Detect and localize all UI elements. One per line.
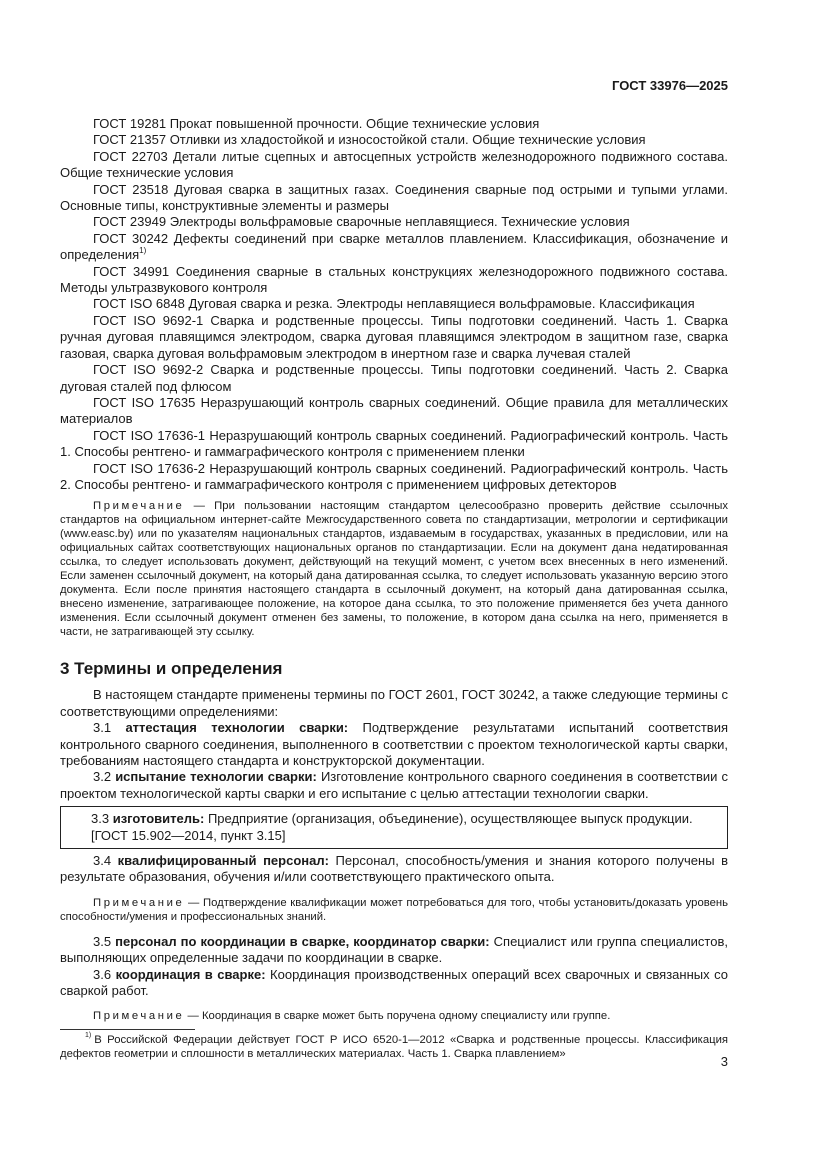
note-text: При пользовании настоящим стандартом целесообразно проверить действие ссылочных стандартов на официальном интернет-сайте Межгосударственного совета по стандартизации, метрологии и сертификации (www.easc.by) или по указателям национальных стандартов, издаваемым в государствах, указанных в предисловии, или на официальных сайтах соответствующих национальных органов по стандартизации. Если на документ дана недатированная ссылка, то следует использовать документ, действующий на текущий момент, с учетом всех внесенных в него изменений. Если заменен ссылочный документ, на который дана датированная ссылка, то следует использовать указанную версию этого документа. Если после принятия настоящего стандарта в ссылочный документ, на который дана датированная ссылка, внесено изменение, затрагивающее положение, на которое дана ссылка, то это положение применяется без учета данного изменения. Если ссылочный документ отменен без замены, то положение, в котором дана ссылка на него, применяется в части, не затрагивающей эту ссылку. <box>60 500 728 639</box>
note-label: Примечание <box>93 1010 185 1023</box>
ref-item: ГОСТ 34991 Соединения сварные в стальных конструкциях железнодорожного подвижного состава. Методы ультразвукового контроля <box>60 263 728 296</box>
page-number: 3 <box>720 1054 728 1069</box>
section-title: 3 Термины и определения <box>60 659 283 679</box>
ref-item: ГОСТ 23518 Дуговая сварка в защитных газах. Соединения сварные под острыми и тупыми углами. Основные типы, конструктивные элементы и размеры <box>60 181 728 214</box>
term-3-2 <box>60 769 728 802</box>
note-label: Примечание <box>93 896 185 909</box>
term-definition: Персонал, способность/умения и знания которого получены в результате образования, обучения и/или соответствующего практического опыта. <box>60 853 729 885</box>
note-coordination: Примечание — Координация в сварке может быть поручена одному специалисту или группе. <box>93 1010 611 1023</box>
note-text: Подтверждение квалификации может потребоваться для того, чтобы установить/доказать уровень способности/умения и профессиональных знаний. <box>60 896 729 923</box>
ref-item: ГОСТ ISO 17636-2 Неразрушающий контроль сварных соединений. Радиографический контроль. Часть 2. Способы рентгено- и гаммаграфического контроля с применением цифровых детекторов <box>60 460 728 492</box>
footnote-text: В Российской Федерации действует ГОСТ Р ИСО 6520-1—2012 «Сварка и родственные процессы. Классификация дефектов геометрии и сплошности в металлических материалах. Часть 1. Сварка плавлением» <box>60 1034 728 1061</box>
term-number: 3.6 <box>93 966 112 982</box>
document-header: ГОСТ 33976—2025 <box>612 78 728 93</box>
note-label: Примечание <box>93 500 185 513</box>
term-source: [ГОСТ 15.902—2014, пункт 3.15] <box>91 827 286 843</box>
term-3-1 <box>60 720 728 769</box>
footnote-mark: 1) <box>85 1032 92 1040</box>
ref-item: ГОСТ 21357 Отливки из хладостойкой и износостойкой стали. Общие технические условия <box>93 132 646 148</box>
footnote <box>60 1033 728 1061</box>
ref-item: ГОСТ ISO 17635 Неразрушающий контроль сварных соединений. Общие правила для металлических материалов <box>60 394 728 427</box>
term-name: квалифицированный персонал: <box>117 853 329 868</box>
term-name: персонал по координации в сварке, координатор сварки: <box>115 933 490 949</box>
term-definition: Специалист или группа специалистов, выполняющих определенные задачи по координации в сварке. <box>60 933 728 966</box>
term-3-3 <box>91 811 727 827</box>
term-3-4 <box>60 853 728 886</box>
term-definition: Подтверждение результатами испытаний соответствия контрольного сварного соединения, выполненного в соответствии с проектом технологической карты сварки, требованиям настоящего стандарта и конструкторской документации. <box>60 720 729 768</box>
term-number: 3.3 <box>91 811 110 827</box>
normative-references <box>60 116 728 493</box>
ref-item <box>60 231 728 264</box>
note-qualification: Примечание — Подтверждение квалификации может потребоваться для того, чтобы установить/доказать уровень способности/умения и профессиональных знаний. <box>60 896 729 923</box>
term-number: 3.2 <box>93 769 112 785</box>
term-name: аттестация технологии сварки: <box>125 720 349 736</box>
ref-item: ГОСТ 19281 Прокат повышенной прочности. Общие технические условия <box>93 116 540 131</box>
ref-item: ГОСТ 23949 Электроды вольфрамовые сварочные неплавящиеся. Технические условия <box>93 214 630 230</box>
section-intro: В настоящем стандарте применены термины по ГОСТ 2601, ГОСТ 30242, а также следующие термины с соответствующими определениями: <box>60 687 728 719</box>
footnote-divider <box>60 1029 195 1030</box>
term-name: координация в сварке: <box>115 966 266 982</box>
note-text: Координация в сварке может быть поручена одному специалисту или группе. <box>201 1010 611 1023</box>
note-references: Примечание — При пользовании настоящим стандартом целесообразно проверить действие ссылочных стандартов на официальном интернет-сайте Межгосударственного совета по стандартизации, метрологии и сертификации (www.easc.by) или по указателям национальных стандартов, издаваемым в государствах, указанных в предисловии, или на официальных сайтах соответствующих национальных органов по стандартизации. Если на документ дана недатированная ссылка, то следует использовать документ, действующий на текущий момент, с учетом всех внесенных в него изменений. Если заменен ссылочный документ, на который дана датированная ссылка, то следует использовать указанную версию этого документа. Если после принятия настоящего стандарта в ссылочный документ, на который дана датированная ссылка, внесено изменение, затрагивающее положение, на которое дана ссылка, то это положение применяется без учета данного изменения. Если ссылочный документ отменен без замены, то положение, в котором дана ссылка на него, применяется в части, не затрагивающей эту ссылку. <box>60 500 728 639</box>
term-definition: Координация производственных операций всех сварочных и связанных со сваркой работ. <box>60 966 728 999</box>
term-3-6 <box>60 967 728 1000</box>
term-definition: Изготовление контрольного сварного соединения в соответствии с проектом технологической карты сварки и его испытание с целью аттестации технологии сварки. <box>60 769 728 801</box>
ref-item: ГОСТ ISO 17636-1 Неразрушающий контроль сварных соединений. Радиографический контроль. Часть 1. Способы рентгено- и гаммаграфического контроля с применением пленки <box>60 427 728 460</box>
term-3-5 <box>60 934 728 967</box>
term-number: 3.4 <box>93 853 112 868</box>
ref-item: ГОСТ 22703 Детали литые сцепных и автосцепных устройств железнодорожного подвижного состава. Общие технические условия <box>60 148 728 181</box>
term-name: испытание технологии сварки: <box>115 769 317 785</box>
ref-item: ГОСТ ISO 9692-2 Сварка и родственные процессы. Типы подготовки соединений. Часть 2. Сварка дуговая сталей под флюсом <box>60 362 728 394</box>
ref-item: ГОСТ ISO 9692-1 Сварка и родственные процессы. Типы подготовки соединений. Часть 1. Сварка ручная дуговая плавящимся электродом, сварка дуговая плавящимся электродом в защитном газе, сварка газовая, сварка дуговая вольфрамовым электродом в инертном газе и сварка лучевая сталей <box>60 312 728 361</box>
term-number: 3.1 <box>93 720 112 736</box>
term-name: изготовитель: <box>112 811 205 827</box>
term-3-3-box <box>60 806 728 849</box>
ref-text: ГОСТ 30242 Дефекты соединений при сварке металлов плавлением. Классификация, обозначение и определения <box>60 230 728 263</box>
term-number: 3.5 <box>93 933 112 949</box>
term-definition: Предприятие (организация, объединение), осуществляющее выпуск продукции. <box>207 811 693 827</box>
ref-item: ГОСТ ISO 6848 Дуговая сварка и резка. Электроды неплавящиеся вольфрамовые. Классификация <box>93 296 695 312</box>
page-body <box>60 116 728 1061</box>
footnote-ref-mark: 1) <box>139 246 147 256</box>
